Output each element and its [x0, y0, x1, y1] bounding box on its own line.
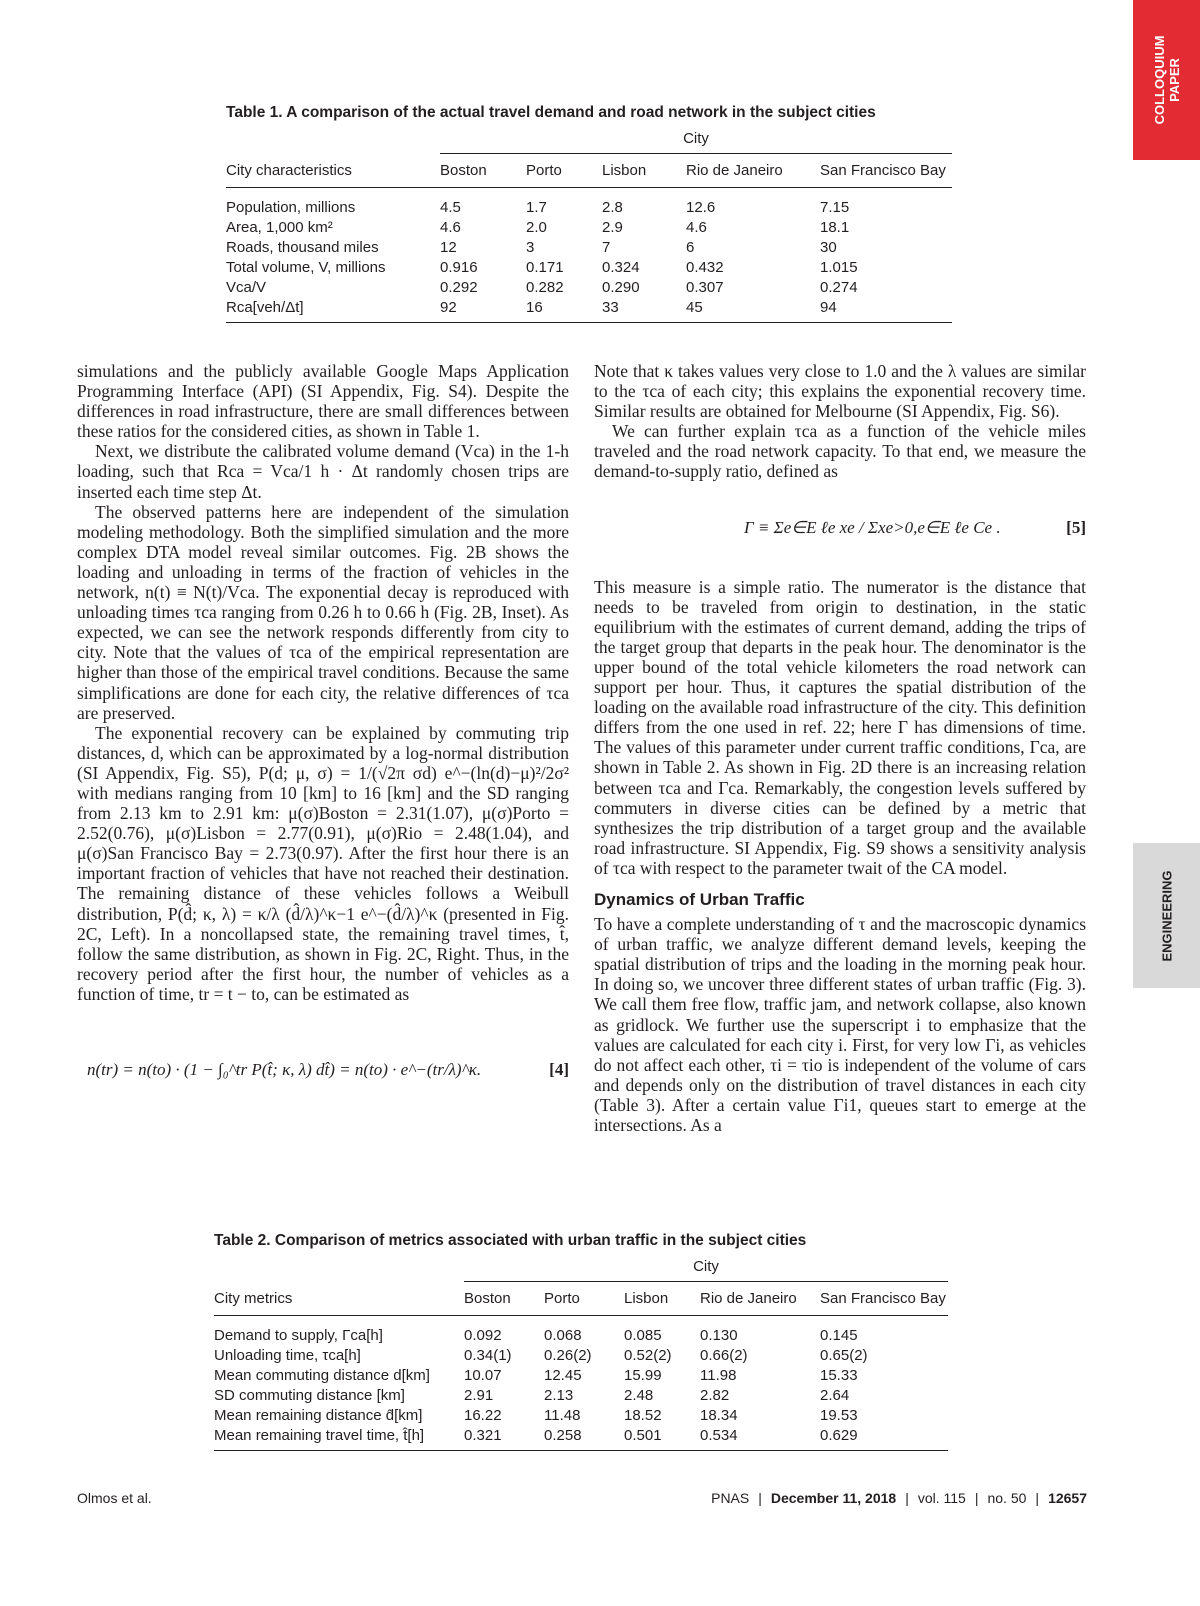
table-2-cell: 0.34(1)	[464, 1346, 512, 1364]
left-column	[77, 361, 569, 1104]
table-1-row	[226, 217, 952, 237]
table-2-row-label: Mean commuting distance d[km]	[214, 1366, 430, 1384]
table-2-cell: 10.07	[464, 1366, 502, 1384]
equation-5-label: [5]	[1066, 517, 1086, 537]
table-1-cell: 1.7	[526, 198, 547, 216]
table-2-cell: 0.321	[464, 1425, 544, 1451]
table-2-row-label: SD commuting distance [km]	[214, 1386, 405, 1404]
table-2-row	[214, 1316, 948, 1346]
left-paragraph-1: simulations and the publicly available Google Maps Application Programming Interface (API) (SI Appendix, Fig. S4). Despite the differences in road infrastructure, there are small differences between these ratios for the considered cities, as shown in Table 1.	[77, 361, 569, 442]
equation-4	[77, 1044, 569, 1104]
table-2-cell: 15.99	[624, 1366, 662, 1384]
table-1-cell: 2.8	[602, 198, 623, 216]
tab-line-1: COLLOQUIUM	[1151, 35, 1167, 125]
table-2-cell: 0.130	[700, 1326, 738, 1344]
table-2-cell: 0.534	[700, 1425, 820, 1451]
table-1-cell: 7	[602, 238, 611, 256]
table-2-row	[214, 1405, 948, 1425]
table-1-column-header: San Francisco Bay	[820, 154, 952, 188]
table-2-caption: Table 2. Comparison of metrics associated with urban traffic in the subject cities	[214, 1232, 807, 1249]
table-2-cell: 0.629	[820, 1425, 948, 1451]
right-paragraph-4: To have a complete understanding of τ and the macroscopic dynamics of urban traffic, we analyze different demand levels, keeping the spatial distribution of trips and the loading in the morning peak hour. In doing so, we uncover three different states of urban traffic (Fig. 3). We call them free flow, traffic jam, and network collapse, also known as gridlock. We further use the superscript i to emphasize that the values are calculated for each city i. First, for very low Γi, as vehicles do not affect each other, τi = τio is independent of the volume of cars and depends only on the distribution of travel distances in each city (Table 3). After a certain value Γi1, queues start to emerge at the intersections. As a	[594, 914, 1086, 1135]
table-2	[214, 1232, 948, 1451]
table-1-row-label: Rca[veh/Δt]	[226, 297, 440, 323]
table-1-cell: 45	[686, 297, 820, 323]
table-1-row	[226, 277, 952, 297]
footer-date: December 11, 2018	[770, 1490, 897, 1506]
left-paragraph-4: The exponential recovery can be explained by commuting trip distances, d, which can be approximated by a log-normal distribution (SI Appendix, Fig. S5), P(d; μ, σ) = 1/(√2π σd) e^−(ln(d)−μ)²/2σ² with medians ranging from 10 [km] to 16 [km] and the SD ranging from 2.13 km to 2.91 km: μ(σ)Boston = 2.31(1.07), μ(σ)Porto = 2.52(0.76), μ(σ)Lisbon = 2.77(0.91), μ(σ)Rio = 2.48(1.04), and μ(σ)San Francisco Bay = 2.73(0.97). After the first hour there is an important fraction of vehicles that have not reached their destination. The remaining distance of these vehicles follows a Weibull distribution, P(d̂; κ, λ) = κ/λ (d̂/λ)^κ−1 e^−(d̂/λ)^κ (presented in Fig. 2C, Left). In a noncollapsed state, the remaining travel times, t̂, follow the same distribution, as shown in Fig. 2C, Right. Thus, in the recovery period after the first hour, the number of vehicles as a function of time, tr = t − to, can be estimated as	[77, 722, 569, 1004]
table-1-row-label: Area, 1,000 km²	[226, 218, 333, 236]
table-2-row-label: Mean remaining travel time, t̂[h]	[214, 1425, 464, 1451]
table-2-cell: 11.98	[700, 1366, 737, 1384]
table-2-cell: 2.48	[624, 1386, 654, 1404]
table-1-row-label: Roads, thousand miles	[226, 238, 379, 256]
table-1-row	[226, 237, 952, 257]
table-1-cell: 2.9	[602, 218, 623, 236]
table-1-cell: 7.15	[820, 198, 850, 216]
equation-4-label: [4]	[549, 1060, 569, 1079]
table-1-cell: 18.1	[820, 218, 850, 236]
table-1-cell: 0.292	[440, 278, 478, 296]
table-2-cell: 18.34	[700, 1406, 738, 1424]
table-2-cell: 0.258	[544, 1425, 624, 1451]
table-1-row	[226, 188, 952, 218]
table-2-row	[214, 1345, 948, 1365]
table-1-cell: 4.6	[686, 218, 707, 236]
table-2-column-header: Rio de Janeiro	[700, 1282, 820, 1316]
table-2-cell: 19.53	[820, 1406, 858, 1424]
table-2-cell: 0.501	[624, 1425, 700, 1451]
table-1	[226, 104, 952, 323]
footer-page: 12657	[1048, 1490, 1087, 1506]
table-2-cell: 2.64	[820, 1386, 850, 1404]
table-1-cell: 0.324	[602, 258, 640, 276]
table-1-row-label: Vca/V	[226, 278, 267, 296]
table-1-row-label: Total volume, V, millions	[226, 258, 386, 276]
table-1-cell: 0.916	[440, 258, 478, 276]
equation-5-text: Γ ≡ Σe∈E ℓe xe / Σxe>0,e∈E ℓe Ce .	[744, 517, 1001, 537]
table-1-cell: 1.015	[820, 258, 858, 276]
table-2-cell: 16.22	[464, 1406, 502, 1424]
tab-line-2: PAPER	[1166, 58, 1182, 102]
table-1-cell: 6	[686, 238, 695, 256]
table-1-cell: 33	[602, 297, 686, 323]
footer-issue: no. 50	[987, 1490, 1027, 1506]
table-1-caption: Table 1. A comparison of the actual travel demand and road network in the subject cities	[226, 104, 876, 121]
table-1-cell: 0.274	[820, 278, 858, 296]
table-2-cell: 0.092	[464, 1326, 502, 1344]
table-2-grid	[214, 1258, 948, 1451]
table-1-cell: 2.0	[526, 218, 547, 236]
section-tab	[1133, 843, 1200, 988]
table-2-cell: 2.91	[464, 1386, 494, 1404]
table-1-column-header: Rio de Janeiro	[686, 154, 820, 188]
table-2-column-header: Lisbon	[624, 1282, 700, 1316]
table-1-column-header: City characteristics	[226, 154, 440, 188]
table-1-cell: 0.432	[686, 258, 724, 276]
table-2-cell: 0.65(2)	[820, 1346, 868, 1364]
right-paragraph-3: This measure is a simple ratio. The numerator is the distance that needs to be traveled from origin to destination, in the static equilibrium with the estimates of current demand, adding the trips of the target group that departs in the peak hour. The denominator is the upper bound of the total vehicle kilometers the road network can support per hour. Thus, it captures the spatial distribution of the loading on the available road infrastructure of the city. This definition differs from the one used in ref. 22; here Γ has dimensions of time. The values of this parameter under current traffic conditions, Γca, are shown in Table 2. As shown in Fig. 2D there is an increasing relation between τca and Γca. Remarkably, the congestion levels suffered by commuters in diverse cities can be defined by a metric that synthesizes the trip distribution of a target group and the available road infrastructure. SI Appendix, Fig. S9 shows a sensitivity analysis of τca with respect to the parameter twait of the CA model.	[594, 576, 1086, 878]
table-2-cell: 2.82	[700, 1386, 730, 1404]
left-paragraph-3: The observed patterns here are independent of the simulation modeling methodology. Both the simplified simulation and the more complex DTA model reveal similar outcomes. Fig. 2B shows the loading and unloading in terms of the fraction of vehicles in the network, n(t) ≡ N(t)/Vca. The exponential decay is reproduced with unloading times τca ranging from 0.26 h to 0.66 h (Fig. 2B, Inset). As expected, we can see the network responds differently from city to city. Note that the values of τca of the empirical representation are higher than those of the empirical travel conditions. Because the same simplifications are done for each city, the relative differences of τca are preserved.	[77, 501, 569, 723]
table-1-cell: 30	[820, 238, 837, 256]
section-heading: Dynamics of Urban Traffic	[594, 889, 805, 909]
table-2-cell: 0.145	[820, 1326, 858, 1344]
table-1-group-header: City	[440, 130, 952, 154]
table-1-column-header: Porto	[526, 154, 602, 188]
table-2-row-label: Unloading time, τca[h]	[214, 1346, 361, 1364]
table-2-cell: 12.45	[544, 1366, 582, 1384]
table-2-group-header: City	[464, 1258, 948, 1282]
table-2-column-header: Porto	[544, 1282, 624, 1316]
right-column	[594, 361, 1086, 1135]
left-paragraph-2: Next, we distribute the calibrated volume demand (Vca) in the 1-h loading, such that Rca = Vca/1 h · Δt randomly chosen trips are inserted each time step Δt.	[77, 441, 569, 502]
table-2-cell: 0.085	[624, 1326, 662, 1344]
table-1-cell: 12	[440, 238, 457, 256]
footer-citation: PNAS | December 11, 2018 | vol. 115 | no. 50 | 12657	[711, 1490, 1087, 1506]
table-2-row	[214, 1365, 948, 1385]
footer-authors: Olmos et al.	[77, 1490, 152, 1506]
table-2-column-header: City metrics	[214, 1282, 464, 1316]
table-2-row-label: Demand to supply, Γca[h]	[214, 1326, 383, 1344]
table-2-cell: 0.66(2)	[700, 1346, 748, 1364]
table-2-column-header: Boston	[464, 1282, 544, 1316]
table-1-grid	[226, 130, 952, 323]
table-1-column-header: Boston	[440, 154, 526, 188]
table-1-cell: 0.171	[526, 258, 564, 276]
table-2-column-header: San Francisco Bay	[820, 1282, 948, 1316]
table-2-row	[214, 1385, 948, 1405]
table-2-cell: 0.52(2)	[624, 1346, 672, 1364]
table-1-cell: 3	[526, 238, 535, 256]
equation-4-text: n(tr) = n(to) · (1 − ∫₀^tr P(t̂; κ, λ) dt̂) = n(to) · e^−(tr/λ)^κ.	[87, 1060, 482, 1079]
right-paragraph-1: Note that κ takes values very close to 1.0 and the λ values are similar to the τca of each city; this explains the exponential recovery time. Similar results are obtained for Melbourne (SI Appendix, Fig. S6).	[594, 361, 1086, 422]
table-2-cell: 18.52	[624, 1406, 662, 1424]
equation-5	[594, 482, 1086, 577]
table-1-cell: 12.6	[686, 198, 716, 216]
table-1-cell: 16	[526, 297, 602, 323]
table-1-row	[226, 257, 952, 277]
table-1-row-label: Population, millions	[226, 198, 356, 216]
table-2-cell: 11.48	[544, 1406, 581, 1424]
table-1-cell: 4.5	[440, 198, 461, 216]
table-1-cell: 92	[440, 297, 526, 323]
right-paragraph-2: We can further explain τca as a function of the vehicle miles traveled and the road network capacity. To that end, we measure the demand-to-supply ratio, defined as	[594, 421, 1086, 482]
table-1-cell: 0.282	[526, 278, 564, 296]
table-2-cell: 15.33	[820, 1366, 858, 1384]
table-2-cell: 0.068	[544, 1326, 582, 1344]
table-2-cell: 2.13	[544, 1386, 574, 1404]
section-tab-label: ENGINEERING	[1159, 869, 1174, 962]
table-2-row	[214, 1425, 948, 1451]
table-1-column-header: Lisbon	[602, 154, 686, 188]
table-1-cell: 0.290	[602, 278, 640, 296]
table-1-cell: 94	[820, 297, 952, 323]
table-1-cell: 4.6	[440, 218, 461, 236]
table-1-row	[226, 297, 952, 323]
table-2-row-label: Mean remaining distance d̂[km]	[214, 1406, 423, 1424]
footer-journal: PNAS	[711, 1490, 750, 1506]
footer-volume: vol. 115	[917, 1490, 966, 1506]
table-1-cell: 0.307	[686, 278, 724, 296]
colloquium-paper-tab	[1133, 0, 1200, 160]
table-2-cell: 0.26(2)	[544, 1346, 592, 1364]
